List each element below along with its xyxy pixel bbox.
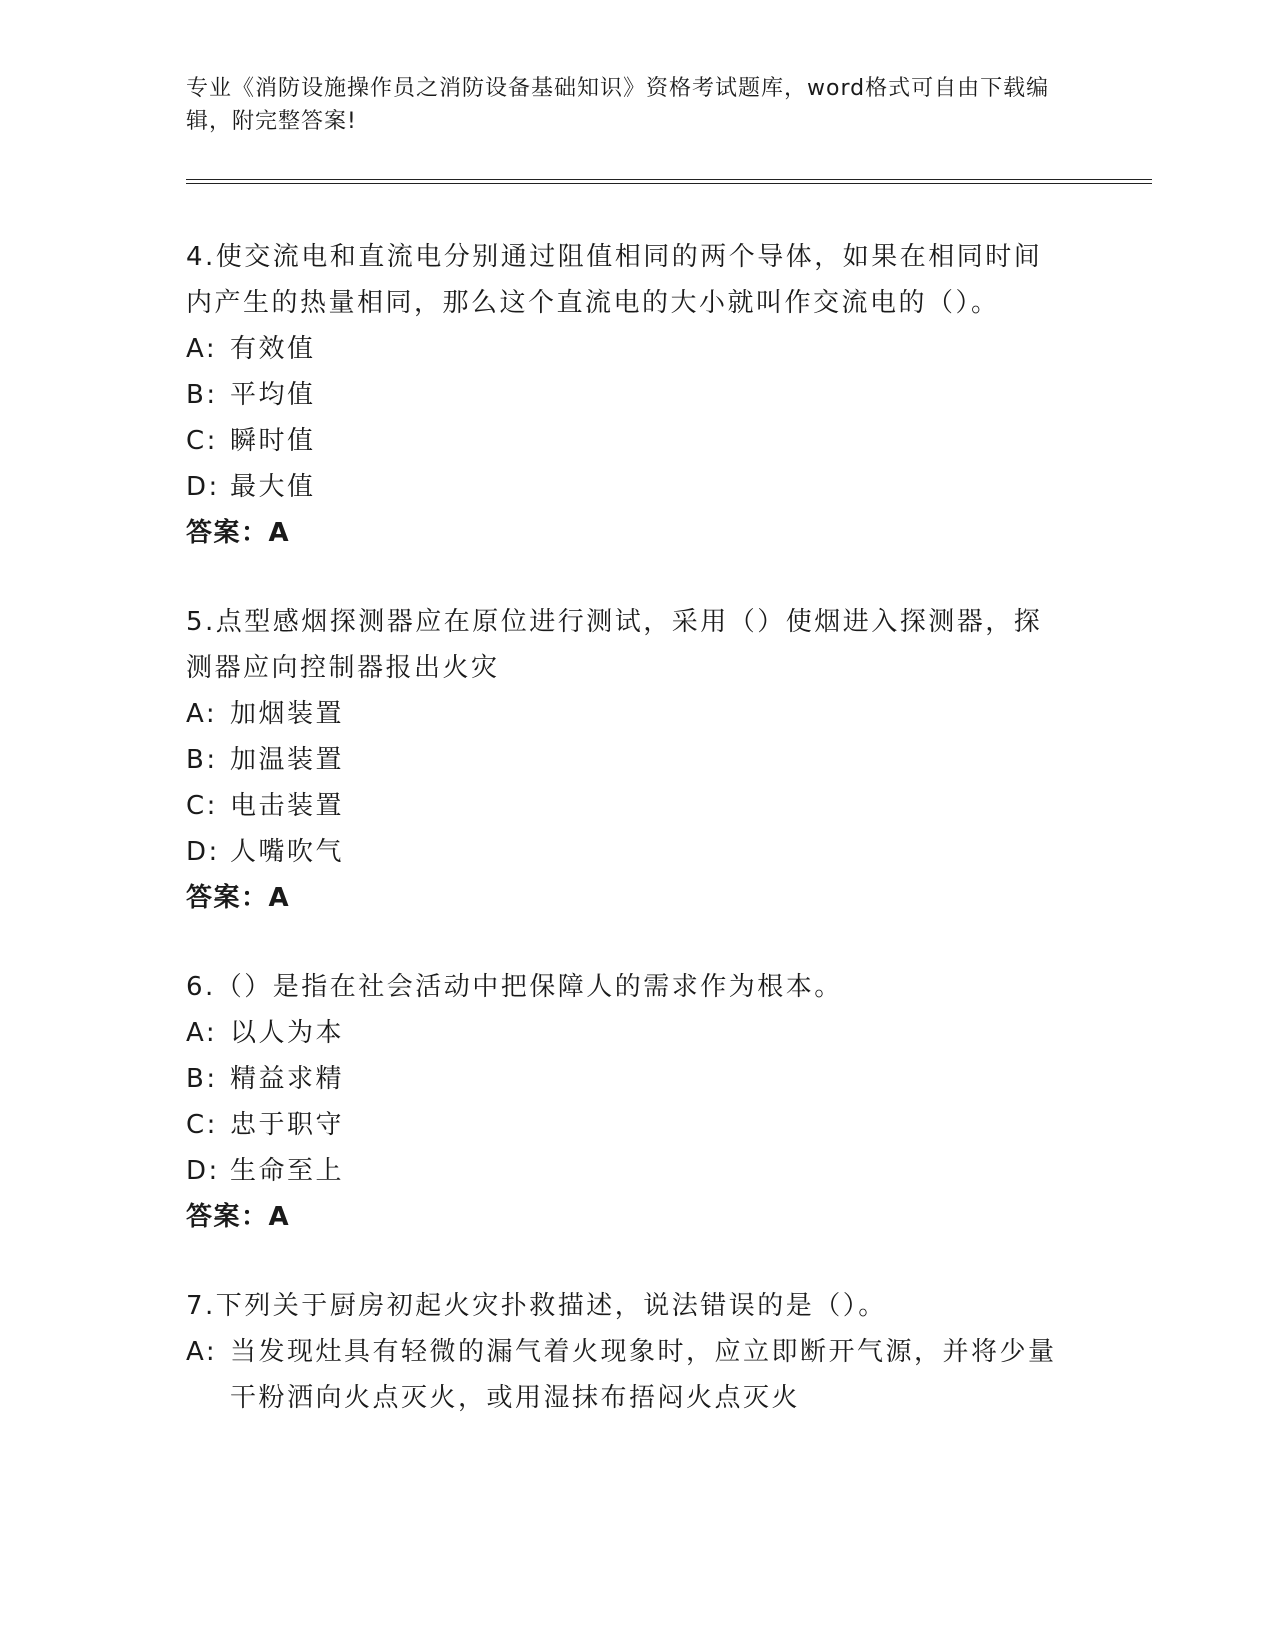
option-a	[186, 1010, 1066, 1056]
question-6	[186, 964, 1066, 1240]
question-stem: 4.使交流电和直流电分别通过阻值相同的两个导体，如果在相同时间内产生的热量相同，那么这个直流电的大小就叫作交流电的（）。	[186, 242, 1043, 318]
option-c	[186, 1102, 1066, 1148]
option-text: 以人为本	[230, 1018, 345, 1048]
option-text: 精益求精	[230, 1064, 345, 1094]
option-letter: A:	[186, 334, 218, 364]
option-letter: C:	[186, 426, 218, 456]
question-stem: 6.（）是指在社会活动中把保障人的需求作为根本。	[186, 972, 843, 1002]
option-b	[186, 372, 1066, 418]
option-text: 加烟装置	[230, 699, 345, 729]
option-text: 当发现灶具有轻微的漏气着火现象时，应立即断开气源，并将少量干粉洒向火点灭火，或用湿抹布捂闷火点灭火	[230, 1337, 1057, 1413]
option-a	[186, 691, 1066, 737]
option-text: 加温装置	[230, 745, 345, 775]
question-stem: 5.点型感烟探测器应在原位进行测试，采用（）使烟进入探测器，探测器应向控制器报出火灾	[186, 607, 1043, 683]
question-7	[186, 1283, 1066, 1421]
option-a	[186, 1329, 1066, 1421]
option-b	[186, 1056, 1066, 1102]
question-stem: 7.下列关于厨房初起火灾扑救描述，说法错误的是（）。	[186, 1291, 887, 1321]
option-b	[186, 737, 1066, 783]
option-letter: C:	[186, 791, 218, 821]
option-letter: D:	[186, 837, 220, 867]
option-d	[186, 1148, 1066, 1194]
header-divider-bottom	[186, 183, 1152, 184]
document-header: 专业《消防设施操作员之消防设备基础知识》资格考试题库，word格式可自由下载编辑，附完整答案!	[186, 76, 1050, 134]
answer-line: 答案：A	[186, 518, 291, 548]
option-text: 人嘴吹气	[230, 837, 345, 867]
option-letter: C:	[186, 1110, 218, 1140]
option-text: 最大值	[230, 472, 316, 502]
option-d	[186, 464, 1066, 510]
option-a	[186, 326, 1066, 372]
answer-line: 答案：A	[186, 883, 291, 913]
option-text: 瞬时值	[230, 426, 316, 456]
option-text: 电击装置	[230, 791, 345, 821]
option-c	[186, 783, 1066, 829]
option-letter: D:	[186, 1156, 220, 1186]
option-letter: D:	[186, 472, 220, 502]
option-text: 生命至上	[230, 1156, 345, 1186]
option-c	[186, 418, 1066, 464]
answer-line: 答案：A	[186, 1202, 291, 1232]
option-text: 平均值	[230, 380, 316, 410]
question-5	[186, 599, 1066, 921]
option-letter: A:	[186, 1337, 218, 1367]
option-letter: A:	[186, 699, 218, 729]
option-letter: B:	[186, 745, 218, 775]
option-text: 有效值	[230, 334, 316, 364]
option-letter: A:	[186, 1018, 218, 1048]
option-letter: B:	[186, 1064, 218, 1094]
option-text: 忠于职守	[230, 1110, 345, 1140]
option-letter: B:	[186, 380, 218, 410]
header-divider-top	[186, 179, 1152, 180]
question-4	[186, 234, 1066, 556]
option-d	[186, 829, 1066, 875]
